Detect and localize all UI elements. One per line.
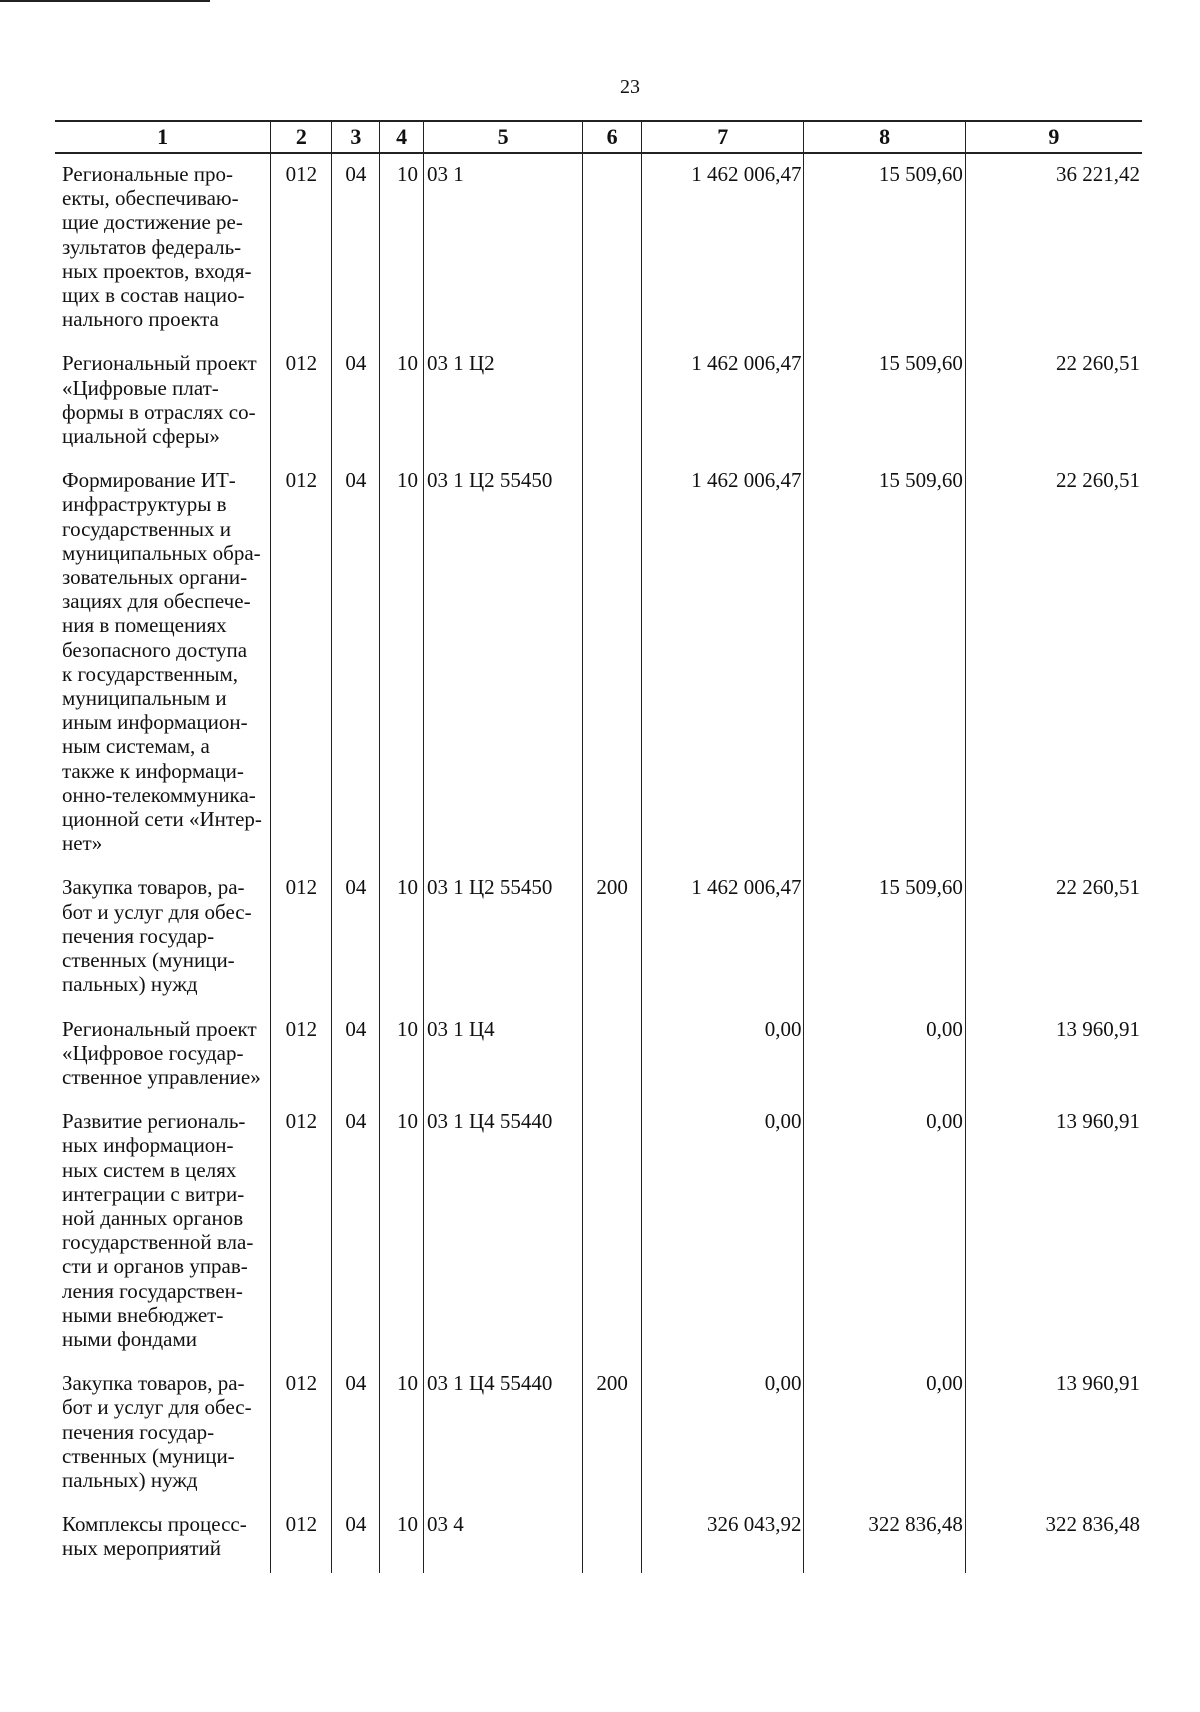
expense-name-cell: Закупка товаров, ра- бот и услуг для обес- печения государ- ственных (муници- пальных) нужд bbox=[62, 875, 252, 997]
amount-col9-cell: 322 836,48 bbox=[965, 1504, 1142, 1572]
table-row bbox=[55, 1504, 1142, 1572]
subsection-code-cell: 10 bbox=[380, 460, 424, 867]
table-row bbox=[55, 1009, 1142, 1102]
expense-name-cell: Развитие региональ- ных информацион- ных систем в целях интеграции с витри- ной данных органов государственной вла- сти и органов управ- ления государствен- ными внебюджет- ными фондами bbox=[62, 1109, 254, 1351]
target-article-cell: 03 4 bbox=[423, 1504, 582, 1572]
table-row bbox=[55, 460, 1142, 867]
subsection-code-cell: 10 bbox=[380, 867, 424, 1008]
column-header: 1 bbox=[55, 121, 271, 153]
expense-name-cell: Закупка товаров, ра- бот и услуг для обес- печения государ- ственных (муници- пальных) нужд bbox=[62, 1371, 252, 1492]
section-code-cell: 04 bbox=[332, 1101, 380, 1363]
ministry-code-cell: 012 bbox=[271, 867, 332, 1008]
amount-col8-cell: 15 509,60 bbox=[804, 460, 965, 867]
target-article-cell: 03 1 Ц2 55450 bbox=[423, 867, 582, 1008]
table-row bbox=[55, 343, 1142, 460]
amount-col9-cell: 22 260,51 bbox=[965, 343, 1142, 460]
expense-type-cell bbox=[583, 343, 642, 460]
budget-table bbox=[55, 120, 1142, 1573]
expense-type-cell bbox=[583, 460, 642, 867]
section-code-cell: 04 bbox=[332, 153, 380, 343]
section-code-cell: 04 bbox=[332, 1504, 380, 1572]
ministry-code-cell: 012 bbox=[271, 1101, 332, 1363]
page-number: 23 bbox=[620, 76, 640, 98]
expense-type-cell bbox=[583, 1101, 642, 1363]
ministry-code-cell: 012 bbox=[271, 153, 332, 343]
amount-col7-cell: 1 462 006,47 bbox=[642, 343, 804, 460]
amount-col8-cell: 322 836,48 bbox=[804, 1504, 965, 1572]
subsection-code-cell: 10 bbox=[380, 1504, 424, 1572]
amount-col8-cell: 0,00 bbox=[804, 1363, 965, 1504]
scan-edge-rule bbox=[0, 0, 210, 2]
table-row bbox=[55, 153, 1142, 343]
expense-type-cell: 200 bbox=[583, 867, 642, 1008]
expense-name-cell: Комплексы процесс- ных мероприятий bbox=[62, 1512, 247, 1561]
subsection-code-cell: 10 bbox=[380, 1009, 424, 1102]
ministry-code-cell: 012 bbox=[271, 1504, 332, 1572]
expense-name-cell: Региональный проект «Цифровые плат- формы в отраслях со- циальной сферы» bbox=[62, 351, 257, 449]
amount-col8-cell: 15 509,60 bbox=[804, 343, 965, 460]
table-row bbox=[55, 1101, 1142, 1363]
amount-col9-cell: 13 960,91 bbox=[965, 1363, 1142, 1504]
target-article-cell: 03 1 Ц4 55440 bbox=[423, 1101, 582, 1363]
amount-col9-cell: 13 960,91 bbox=[965, 1101, 1142, 1363]
column-header: 6 bbox=[583, 121, 642, 153]
section-code-cell: 04 bbox=[332, 867, 380, 1008]
column-header: 8 bbox=[804, 121, 965, 153]
ministry-code-cell: 012 bbox=[271, 1363, 332, 1504]
column-header: 2 bbox=[271, 121, 332, 153]
target-article-cell: 03 1 Ц4 bbox=[423, 1009, 582, 1102]
subsection-code-cell: 10 bbox=[380, 1363, 424, 1504]
amount-col7-cell: 1 462 006,47 bbox=[642, 460, 804, 867]
section-code-cell: 04 bbox=[332, 1009, 380, 1102]
target-article-cell: 03 1 Ц2 55450 bbox=[423, 460, 582, 867]
expense-name-cell: Региональные про- екты, обеспечиваю- щие достижение ре- зультатов федераль- ных проектов, входя- щих в состав нацио- нального проекта bbox=[62, 162, 252, 332]
table-row bbox=[55, 1363, 1142, 1504]
section-code-cell: 04 bbox=[332, 460, 380, 867]
column-header: 9 bbox=[965, 121, 1142, 153]
amount-col8-cell: 15 509,60 bbox=[804, 153, 965, 343]
expense-name-cell: Региональный проект «Цифровое государ- ственное управление» bbox=[62, 1016, 261, 1089]
column-header: 5 bbox=[423, 121, 582, 153]
amount-col7-cell: 1 462 006,47 bbox=[642, 867, 804, 1008]
expense-name-cell: Формирование ИТ- инфраструктуры в государственных и муниципальных обра- зовательных органи- зациях для обеспече- ния в помещениях безопасного доступа к государственным, муниципальным и иным информацион- ным системам, а также к информаци- онно-телекоммуника- ционной сети «Интер- нет» bbox=[62, 468, 262, 856]
section-code-cell: 04 bbox=[332, 1363, 380, 1504]
subsection-code-cell: 10 bbox=[380, 1101, 424, 1363]
amount-col8-cell: 15 509,60 bbox=[804, 867, 965, 1008]
ministry-code-cell: 012 bbox=[271, 1009, 332, 1102]
target-article-cell: 03 1 Ц2 bbox=[423, 343, 582, 460]
amount-col7-cell: 0,00 bbox=[642, 1101, 804, 1363]
amount-col7-cell: 0,00 bbox=[642, 1363, 804, 1504]
amount-col9-cell: 22 260,51 bbox=[965, 460, 1142, 867]
expense-type-cell: 200 bbox=[583, 1363, 642, 1504]
ministry-code-cell: 012 bbox=[271, 343, 332, 460]
column-header: 7 bbox=[642, 121, 804, 153]
subsection-code-cell: 10 bbox=[380, 343, 424, 460]
target-article-cell: 03 1 bbox=[423, 153, 582, 343]
amount-col8-cell: 0,00 bbox=[804, 1009, 965, 1102]
ministry-code-cell: 012 bbox=[271, 460, 332, 867]
amount-col9-cell: 22 260,51 bbox=[965, 867, 1142, 1008]
subsection-code-cell: 10 bbox=[380, 153, 424, 343]
column-header: 3 bbox=[332, 121, 380, 153]
table-row bbox=[55, 867, 1142, 1008]
column-header: 4 bbox=[380, 121, 424, 153]
header-row bbox=[55, 121, 1142, 153]
target-article-cell: 03 1 Ц4 55440 bbox=[423, 1363, 582, 1504]
amount-col7-cell: 0,00 bbox=[642, 1009, 804, 1102]
expense-type-cell bbox=[583, 1504, 642, 1572]
section-code-cell: 04 bbox=[332, 343, 380, 460]
amount-col7-cell: 1 462 006,47 bbox=[642, 153, 804, 343]
amount-col9-cell: 36 221,42 bbox=[965, 153, 1142, 343]
amount-col9-cell: 13 960,91 bbox=[965, 1009, 1142, 1102]
expense-type-cell bbox=[583, 153, 642, 343]
amount-col7-cell: 326 043,92 bbox=[642, 1504, 804, 1572]
amount-col8-cell: 0,00 bbox=[804, 1101, 965, 1363]
expense-type-cell bbox=[583, 1009, 642, 1102]
table-body bbox=[55, 153, 1142, 1573]
